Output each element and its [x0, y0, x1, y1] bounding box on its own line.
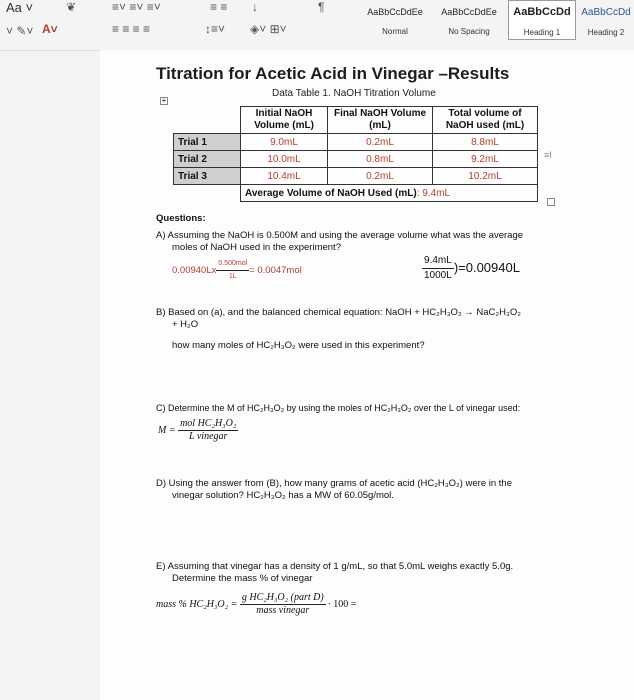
- work-left-text: 0.00940Lx: [172, 265, 217, 277]
- work-right-result: )=0.00940L: [453, 259, 520, 275]
- fraction-denominator: 1L: [228, 273, 237, 280]
- question-d-line1: D) Using the answer from (B), how many grams of acetic acid (HC₂H₃O₂) were in the: [156, 478, 512, 489]
- formula-rhs: ∙ 100 =: [328, 598, 357, 610]
- table-header: Initial NaOH Volume (mL): [241, 107, 328, 134]
- question-a-work-right: [422, 254, 520, 283]
- text-cursor-icon: ≡I: [544, 150, 552, 160]
- fraction-numerator: g HC₂H₃O₂ (part D): [241, 592, 324, 603]
- question-c-line1: C) Determine the M of HC₂H₃O₂ by using the moles of HC₂H₃O₂ over the L of vinegar used:: [156, 403, 521, 413]
- font-size-label: Aa: [6, 0, 22, 15]
- document-title: Titration for Acetic Acid in Vinegar –Results: [156, 64, 510, 83]
- fraction-numerator: 0.500mol: [216, 258, 249, 271]
- table-row-label: Trial 1: [174, 134, 241, 151]
- style-heading-2[interactable]: [578, 0, 634, 38]
- clear-format-icon[interactable]: ❦: [66, 0, 77, 14]
- table-cell: 10.0mL: [241, 151, 328, 168]
- table-average-row: [174, 185, 538, 202]
- average-cell: [241, 185, 538, 202]
- table-header: Final NaOH Volume (mL): [328, 107, 433, 134]
- fraction-denominator: mass vinegar: [256, 605, 310, 616]
- question-a-line2: moles of NaOH used in the experiment?: [172, 242, 341, 253]
- work-left-fraction: [216, 258, 249, 283]
- highlight-dropdown[interactable]: ˅ ✎˅: [6, 24, 34, 38]
- table-row: [174, 168, 538, 185]
- table-corner: [174, 185, 241, 202]
- fraction-numerator: 9.4mL: [422, 254, 454, 269]
- table-cell: 9.0mL: [241, 134, 328, 151]
- style-normal[interactable]: [360, 0, 430, 38]
- question-e-line1: E) Assuming that vinegar has a density of 1 g/mL, so that 5.0mL weighs exactly 5.0g.: [156, 561, 514, 572]
- table-header-row: [174, 107, 538, 134]
- font-size-dropdown[interactable]: Aa ˅: [6, 0, 34, 15]
- data-table: [173, 106, 538, 202]
- formula-lhs: M =: [158, 424, 176, 436]
- style-heading-1[interactable]: [508, 0, 576, 40]
- question-c-formula: [158, 418, 238, 443]
- table-caption: Data Table 1. NaOH Titration Volume: [272, 88, 436, 99]
- table-cell: 8.8mL: [433, 134, 538, 151]
- table-cell: 0.8mL: [328, 151, 433, 168]
- formula-lhs: mass % HC₂H₃O₂ =: [156, 598, 238, 610]
- table-resize-handle-icon[interactable]: [547, 198, 555, 206]
- question-b-line3: how many moles of HC₂H₃O₂ were used in this experiment?: [172, 340, 425, 351]
- table-cell: 10.4mL: [241, 168, 328, 185]
- style-sample: AaBbCcDd: [581, 7, 631, 18]
- question-b-line1: B) Based on (a), and the balanced chemical equation: NaOH + HC₂H₃O₂ → NaC₂H₃O₂: [156, 307, 521, 318]
- style-sample: AaBbCcDdEe: [441, 7, 497, 17]
- question-e-formula: [156, 592, 356, 617]
- work-right-fraction: [422, 254, 454, 283]
- style-name: Heading 2: [587, 28, 625, 37]
- document-canvas: [100, 50, 634, 700]
- bullets-icon[interactable]: ≡˅ ≡˅ ≡˅: [112, 0, 161, 14]
- table-row-label: Trial 3: [174, 168, 241, 185]
- style-sample: AaBbCcDdEe: [367, 7, 423, 17]
- align-left-icon[interactable]: ≡ ≡ ≡ ≡: [112, 22, 151, 36]
- style-sample: AaBbCcDd: [513, 6, 571, 18]
- font-color-icon[interactable]: A˅: [42, 22, 58, 36]
- table-corner: [174, 107, 241, 134]
- style-name: Heading 1: [523, 28, 561, 37]
- table-row: [174, 151, 538, 168]
- formula-fraction: [240, 592, 326, 617]
- line-spacing-icon[interactable]: ↕≡˅: [205, 22, 226, 36]
- fraction-numerator: mol HC₂H₃O₂: [180, 418, 237, 429]
- table-row: [174, 134, 538, 151]
- style-name: No Spacing: [448, 27, 490, 36]
- table-header: Total volume of NaOH used (mL): [433, 107, 538, 134]
- table-row-label: Trial 2: [174, 151, 241, 168]
- table-cell: 0.2mL: [328, 168, 433, 185]
- table-cell: 10.2mL: [433, 168, 538, 185]
- question-d-line2: vinegar solution? HC₂H₃O₂ has a MW of 60.05g/mol.: [172, 490, 394, 501]
- indent-icon[interactable]: ≡ ≡: [210, 0, 228, 14]
- sort-icon[interactable]: ↓: [252, 0, 258, 14]
- question-a-line1: A) Assuming the NaOH is 0.500M and using the average volume what was the average: [156, 230, 524, 241]
- question-e-line2: Determine the mass % of vinegar: [172, 573, 313, 584]
- table-cell: 9.2mL: [433, 151, 538, 168]
- fraction-denominator: 1000L: [424, 270, 452, 281]
- questions-heading: Questions:: [156, 213, 206, 224]
- work-left-result: = 0.0047mol: [249, 265, 302, 277]
- average-label: Average Volume of NaOH Used (mL): [245, 187, 417, 199]
- style-no-spacing[interactable]: [433, 0, 505, 38]
- style-name: Normal: [382, 27, 408, 36]
- fraction-denominator: L vinegar: [188, 431, 228, 442]
- ribbon-toolbar: [0, 0, 634, 51]
- question-a-work-left: [172, 258, 302, 283]
- formula-fraction: [178, 418, 238, 443]
- shading-icon[interactable]: ◈˅ ⊞˅: [250, 22, 287, 36]
- document-page[interactable]: [100, 50, 634, 700]
- pilcrow-icon[interactable]: ¶: [318, 0, 325, 14]
- question-b-line2: + H₂O: [172, 319, 199, 330]
- table-cell: 0.2mL: [328, 134, 433, 151]
- average-value: : 9.4mL: [416, 187, 451, 199]
- table-move-handle-icon[interactable]: +: [161, 96, 167, 105]
